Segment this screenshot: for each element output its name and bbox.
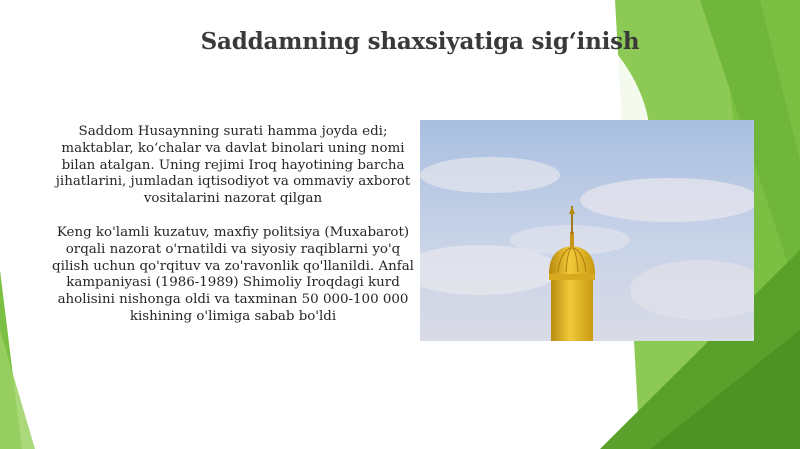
slide-title: Saddamning shaxsiyatiga sig‘inish bbox=[200, 28, 640, 55]
minaret-photo bbox=[420, 120, 754, 341]
left-light-green-shape bbox=[0, 330, 35, 449]
paragraph-2: Keng ko'lamli kuzatuv, maxfiy politsiya (Muxabarot) orqali nazorat o'rnatildi va siyosiy raqiblarni yo'q qilish uchun qo'rqituv va zo'ravonlik qo'llanildi. Anfal kampaniyasi (1986-1989) Shimoliy Iroqdagi kurd aholisini nishonga oldi va taxminan 50 000-100 000 kishining o'limiga sabab bo'ldi bbox=[52, 224, 414, 324]
paragraph-1: Saddom Husaynning surati hamma joyda edi; maktablar, ko‘chalar va davlat binolari uning nomi bilan atalgan. Uning rejimi Iroq hayotining barcha jihatlarini, jumladan iqtisodiyot va ommaviy axborot vositalarini nazorat qilgan bbox=[55, 124, 411, 207]
slide-body bbox=[52, 124, 414, 343]
